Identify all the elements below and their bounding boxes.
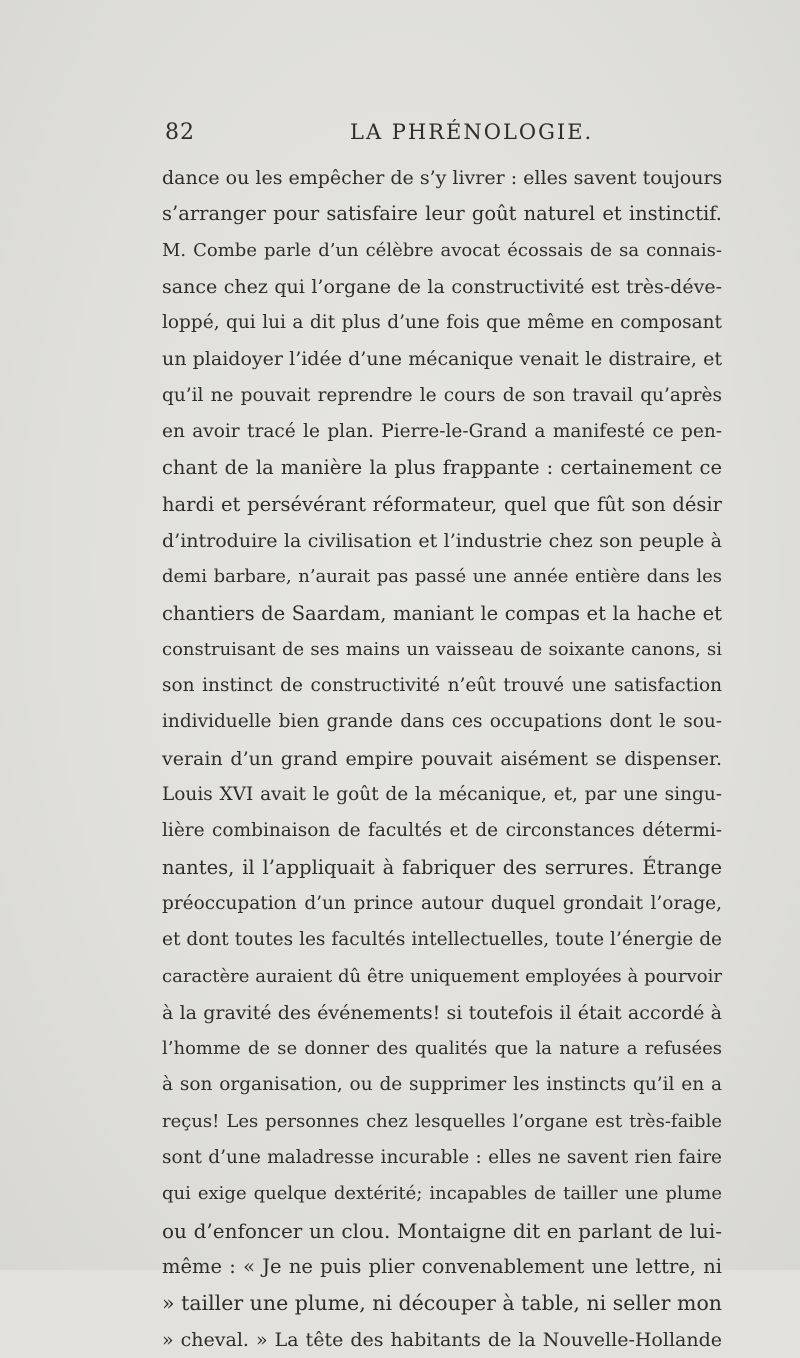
text-line: s’arranger pour satisfaire leur goût naturel et instinctif. [162,202,722,226]
page-number: 82 [165,120,195,145]
text-line: un plaidoyer l’idée d’une mécanique venait le distraire, et [162,348,722,371]
text-line: » tailler une plume, ni découper à table, ni seller mon [162,1291,722,1316]
text-line: et dont toutes les facultés intellectuelles, toute l’énergie de [162,929,722,951]
text-line: dance ou les empêcher de s’y livrer : elles savent toujours [162,167,723,189]
text-line: d’introduire la civilisation et l’industrie chez son peuple à [162,529,722,552]
text-line: chantiers de Saardam, maniant le compas et la hache et [162,601,722,625]
text-line: lière combinaison de facultés et de circonstances détermi- [162,820,722,842]
text-line: sont d’une maladresse incurable : elles ne savent rien faire [162,1147,722,1169]
text-line: qui exige quelque dextérité; incapables de tailler une plume [162,1183,722,1205]
text-line: à la gravité des événements! si toutefois il était accordé à [162,1001,722,1024]
text-line: hardi et persévérant réformateur, quel que fût son désir [162,492,722,516]
text-line: loppé, qui lui a dit plus d’une fois que même en composant [162,312,722,334]
text-line: reçus! Les personnes chez lesquelles l’organe est très-faible [162,1110,722,1132]
text-line: préoccupation d’un prince autour duquel grondait l’orage, [162,892,722,914]
text-line: à son organisation, ou de supprimer les instincts qu’il en a [162,1074,722,1096]
text-line: l’homme de se donner des qualités que la nature a refusées [162,1038,722,1060]
text-line: nantes, il l’appliquait à fabriquer des serrures. Étrange [162,855,722,879]
text-line: ou d’enfoncer un clou. Montaigne dit en parlant de lui- [162,1218,722,1243]
page-header [0,120,800,150]
text-line: sance chez qui l’organe de la constructivité est très-déve- [162,275,722,298]
text-line: en avoir tracé le plan. Pierre-le-Grand a manifesté ce pen- [162,421,722,443]
text-line: chant de la manière la plus frappante : certainement ce [162,456,722,480]
text-line: » cheval. » La tête des habitants de la Nouvelle-Hollande [162,1328,722,1351]
text-line: qu’il ne pouvait reprendre le cours de son travail qu’après [162,384,722,406]
running-title: LA PHRÉNOLOGIE. [350,120,594,144]
text-line: M. Combe parle d’un célèbre avocat écossais de sa connais- [162,239,722,261]
text-line: demi barbare, n’aurait pas passé une année entière dans les [162,566,722,588]
text-line: individuelle bien grande dans ces occupations dont le sou- [162,711,722,733]
text-line: son instinct de constructivité n’eût trouvé une satisfaction [162,675,722,697]
text-line: verain d’un grand empire pouvait aisément se dispenser. [162,747,722,770]
text-line: caractère auraient dû être uniquement employées à pourvoir [162,965,722,987]
body-text [162,160,722,1358]
text-line: Louis XVI avait le goût de la mécanique, et, par une singu- [162,784,722,806]
text-line: même : « Je ne puis plier convenablement une lettre, ni [162,1254,722,1278]
text-line: construisant de ses mains un vaisseau de soixante canons, si [162,638,722,660]
